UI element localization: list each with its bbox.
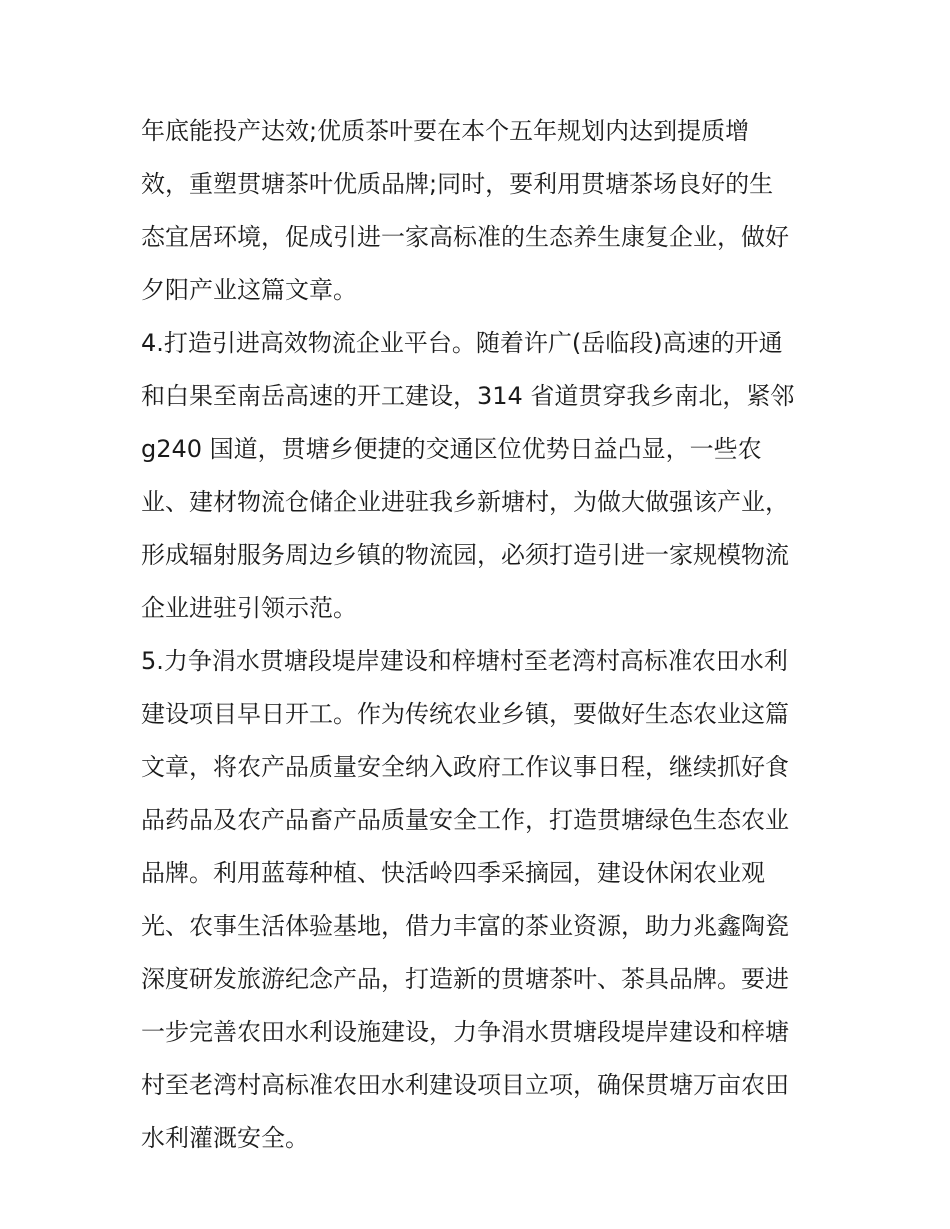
text-line: 效，重塑贯塘茶叶优质品牌;同时，要利用贯塘茶场良好的生 bbox=[141, 170, 774, 198]
text-line: 文章，将农产品质量安全纳入政府工作议事日程，继续抓好食 bbox=[141, 753, 789, 781]
section-heading-line: 4.打造引进高效物流企业平台。随着许广(岳临段)高速的开通 bbox=[141, 329, 783, 357]
text-line: 一步完善农田水利设施建设，力争涓水贯塘段堤岸建设和梓塘 bbox=[141, 1018, 789, 1046]
section-heading-line: 5.力争涓水贯塘段堤岸建设和梓塘村至老湾村高标准农田水利 bbox=[141, 647, 788, 675]
text-line: 态宜居环境，促成引进一家高标准的生态养生康复企业，做好 bbox=[141, 223, 789, 251]
text-line: 品牌。利用蓝莓种植、快活岭四季采摘园，建设休闲农业观 bbox=[141, 859, 765, 887]
text-line: 业、建材物流仓储企业进驻我乡新塘村，为做大做强该产业， bbox=[141, 488, 789, 516]
text-line: 光、农事生活体验基地，借力丰富的茶业资源，助力兆鑫陶瓷 bbox=[141, 912, 789, 940]
text-line: 村至老湾村高标准农田水利建设项目立项，确保贯塘万亩农田 bbox=[141, 1071, 789, 1099]
text-line: 企业进驻引领示范。 bbox=[141, 594, 357, 622]
text-line: 建设项目早日开工。作为传统农业乡镇，要做好生态农业这篇 bbox=[141, 700, 789, 728]
text-line: 和白果至南岳高速的开工建设，314 省道贯穿我乡南北，紧邻 bbox=[141, 382, 795, 410]
text-line: 品药品及农产品畜产品质量安全工作，打造贯塘绿色生态农业 bbox=[141, 806, 789, 834]
text-line: 年底能投产达效;优质茶叶要在本个五年规划内达到提质增 bbox=[141, 117, 750, 145]
text-line: 形成辐射服务周边乡镇的物流园，必须打造引进一家规模物流 bbox=[141, 541, 789, 569]
text-line: 夕阳产业这篇文章。 bbox=[141, 276, 357, 304]
text-line: 深度研发旅游纪念产品，打造新的贯塘茶叶、茶具品牌。要进 bbox=[141, 965, 789, 993]
body-text bbox=[141, 110, 821, 1170]
text-line: g240 国道，贯塘乡便捷的交通区位优势日益凸显，一些农 bbox=[141, 435, 762, 463]
text-line: 水利灌溉安全。 bbox=[141, 1124, 309, 1152]
